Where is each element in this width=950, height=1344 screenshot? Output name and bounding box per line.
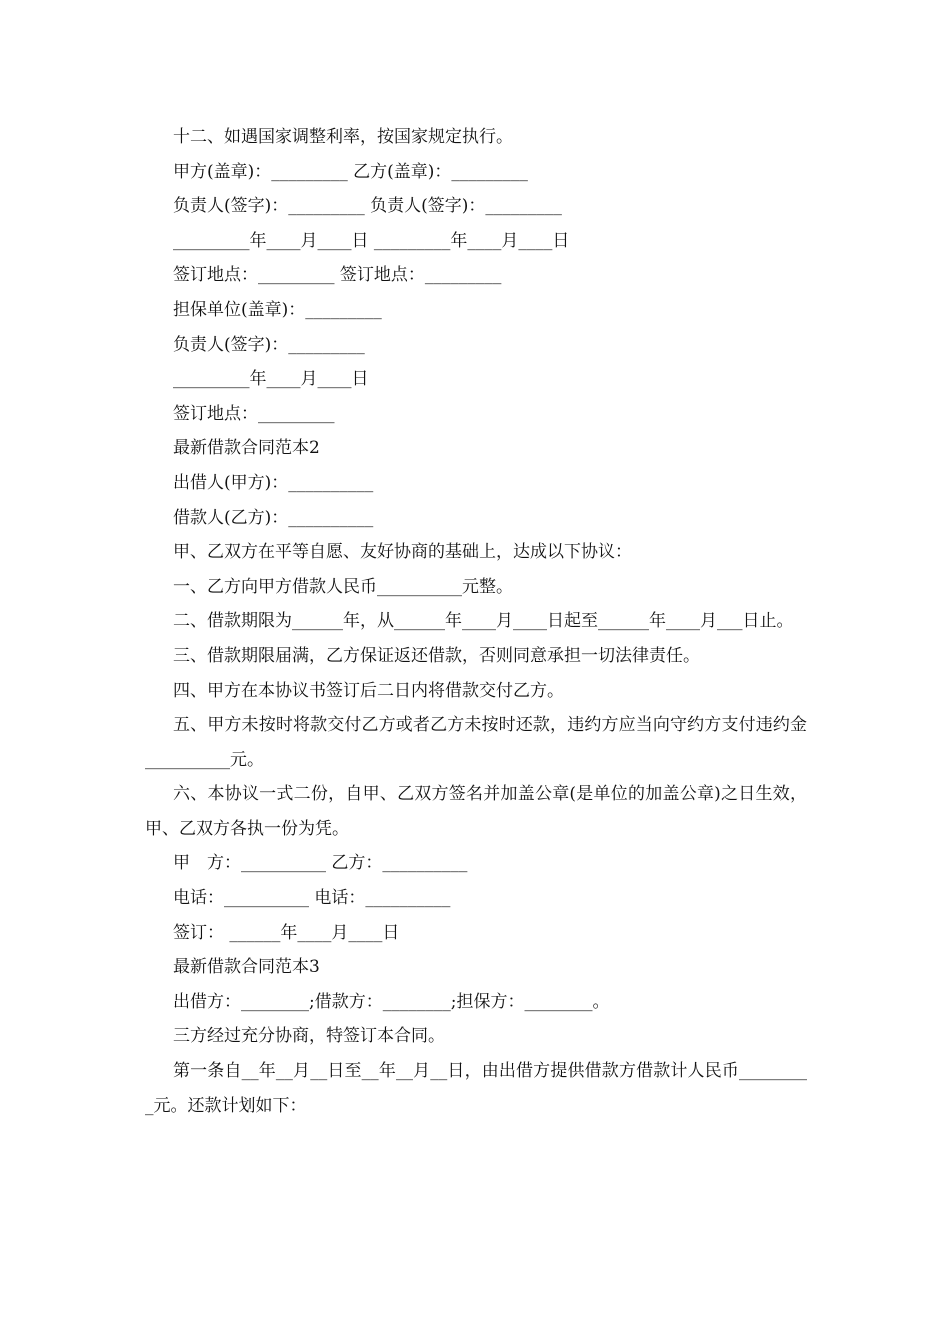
clause-3-repayment: 三、借款期限届满，乙方保证返还借款，否则同意承担一切法律责任。 [173,645,700,666]
guarantor-signing-place-line: 签订地点：_________ [173,403,335,424]
party-names-line: 甲 方：__________ 乙方：__________ [173,853,468,874]
guarantor-responsible-signature-line: 负责人(签字)：_________ [173,334,365,355]
signing-date-line: 签订： ______年____月____日 [173,922,400,943]
party-seal-line: 甲方(盖章)：_________ 乙方(盖章)：_________ [173,161,528,182]
lender-line: 出借人(甲方)：__________ [173,472,374,493]
clause-1-amount: 一、乙方向甲方借款人民币__________元整。 [173,576,513,597]
date-line: _________年____月____日 _________年____月____日 [173,230,570,251]
guarantor-seal-line: 担保单位(盖章)：_________ [173,299,382,320]
clause-2-term: 二、借款期限为______年，从______年____月____日起至______年____月___日止。 [173,611,794,632]
clause-12-interest-rate: 十二、如遇国家调整利率，按国家规定执行。 [173,127,513,147]
section-title-template-2: 最新借款合同范本2 [173,438,320,459]
phone-line: 电话：__________ 电话：__________ [173,888,451,909]
agreement-intro: 甲、乙双方在平等自愿、友好协商的基础上，达成以下协议： [173,542,632,563]
article-1-loan-period: 第一条自__年__月__日至__年__月__日，由出借方提供借款方借款计人民币_________元。还款计划如下： [145,1061,807,1116]
clause-6-copies: 六、本协议一式二份，自甲、乙双方签名并加盖公章(是单位的加盖公章)之日生效，甲、乙双方各执一份为凭。 [145,784,807,839]
negotiation-statement: 三方经过充分协商，特签订本合同。 [173,1026,445,1047]
borrower-line: 借款人(乙方)：__________ [173,507,374,528]
guarantor-date-line: _________年____月____日 [173,369,369,390]
clause-4-delivery: 四、甲方在本协议书签订后二日内将借款交付乙方。 [173,680,564,701]
clause-5-penalty: 五、甲方未按时将款交付乙方或者乙方未按时还款，违约方应当向守约方支付违约金__________元。 [145,715,807,770]
section-title-template-3: 最新借款合同范本3 [173,957,320,978]
three-parties-line: 出借方：________;借款方：________;担保方：________。 [173,991,610,1012]
signing-place-line: 签订地点：_________ 签订地点：_________ [173,265,502,286]
document-body [145,120,807,1123]
responsible-person-signature-line: 负责人(签字)：_________ 负责人(签字)：_________ [173,196,562,217]
